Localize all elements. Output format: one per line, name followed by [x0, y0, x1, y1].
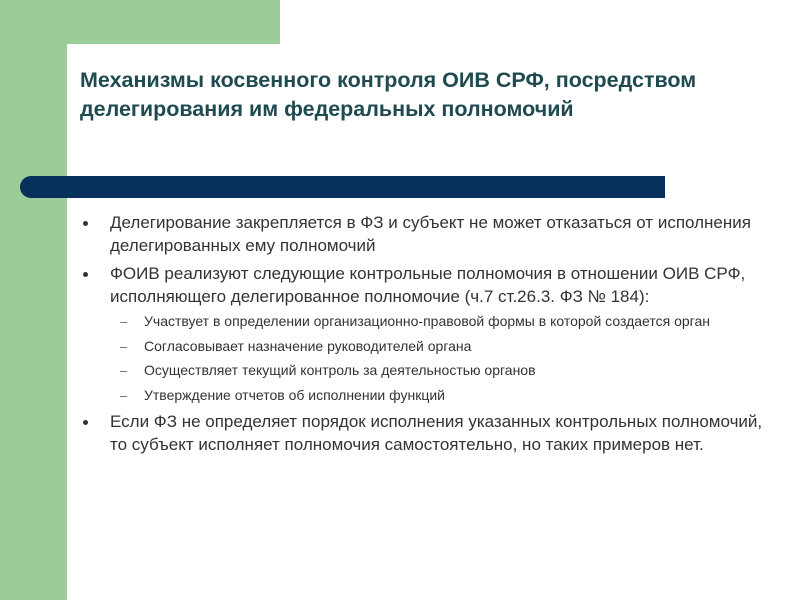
sub-bullet-text: Участвует в определении организационно-правовой формы в которой создается орган [144, 313, 710, 329]
dash-icon: – [120, 363, 128, 378]
dash-icon: – [120, 387, 128, 403]
bullet-dot-icon [83, 420, 88, 425]
sub-bullet-text: Утверждение отчетов об исполнении функций [144, 386, 445, 403]
sub-bullet-item-2 [110, 337, 770, 357]
slide-title: Механизмы косвенного контроля ОИВ СРФ, посредством делегирования им федеральных полномочий [80, 68, 697, 121]
bullet-list [80, 212, 770, 462]
bullet-dot-icon [83, 272, 88, 277]
bullet-dot-icon [83, 221, 88, 226]
bullet-item-2 [80, 263, 770, 405]
sub-bullet-item-4 [110, 386, 770, 406]
dash-icon: – [120, 338, 128, 354]
title-underline-bar [20, 176, 665, 198]
sub-bullet-item-1 [110, 312, 770, 332]
bullet-text: Делегирование закрепляется в ФЗ и субъект не может отказаться от исполнения делегированных ему полномочий [110, 213, 751, 255]
bullet-text: ФОИВ реализуют следующие контрольные полномочия в отношении ОИВ СРФ, исполняющего делегированное полномочие (ч.7 ст.26.3. ФЗ № 184): [110, 264, 746, 306]
bullet-item-1 [80, 212, 770, 257]
bullet-item-3 [80, 411, 770, 456]
sub-bullet-list [110, 312, 770, 405]
bullet-text: Если ФЗ не определяет порядок исполнения указанных контрольных полномочий, то субъект исполняет полномочия самостоятельно, но таких примеров нет. [110, 412, 763, 454]
sub-bullet-item-3 [110, 361, 770, 381]
sub-bullet-text: Осуществляет текущий контроль за деятельностью органов [144, 362, 536, 378]
sub-bullet-text: Согласовывает назначение руководителей органа [144, 337, 472, 354]
dash-icon: – [120, 314, 128, 329]
